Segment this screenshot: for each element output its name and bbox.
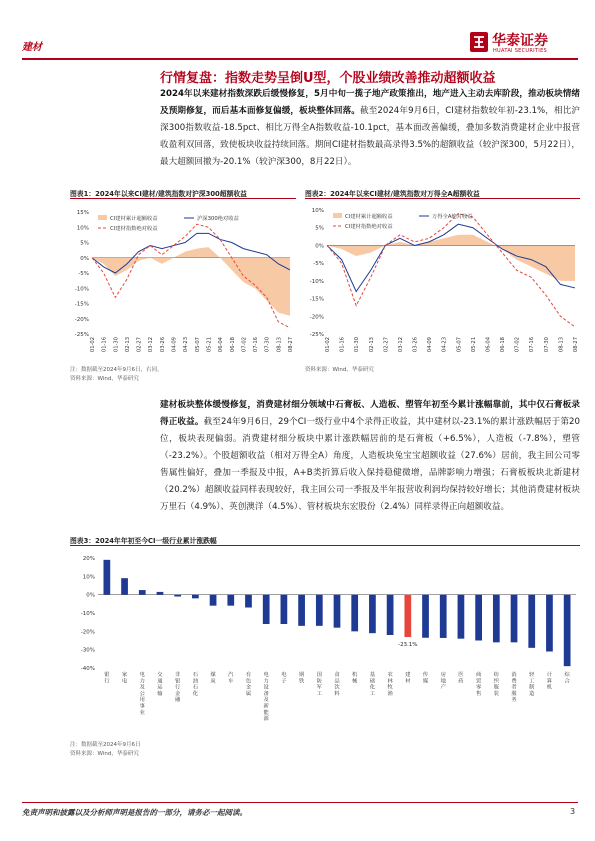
bar-11 (298, 595, 305, 626)
bar-15 (369, 595, 376, 634)
legend-label-excess: CI建材累计超额收益 (110, 216, 158, 222)
y-tick-label: 10% (82, 574, 95, 581)
legend-label-index: 沪深300绝对收益 (197, 216, 239, 222)
y-tick-label: 15% (76, 210, 89, 216)
fig1-chart (68, 202, 296, 362)
paragraph-1-body: 截至2024年9月6日，CI建材指数较年初-23.1%，相比沪深300指数收益-18.5pct、相比万得全A指数收益-10.1pct，基本面改善偏缓，叠加多数消费建材企业中报营收盈利双回落，致使板块收益持续回落。期间CI建材指数最高录得3.5%的超额收益（较沪深300，5月22日），最大超额回撤为-20.1%（较沪深300，8月22日）。 (160, 106, 580, 167)
fig2-chart (303, 202, 581, 362)
x-tick-label: 08-27 (288, 337, 294, 353)
x-tick-label: 01-16 (101, 337, 108, 353)
x-tick-label: 03-26 (412, 337, 419, 353)
x-tick-label: 05-07 (194, 337, 201, 353)
footer-divider (22, 802, 578, 803)
x-tick-label: 05-21 (470, 337, 477, 353)
category-label: 计算机 (546, 672, 553, 691)
fig1-title: 图表1：2024年以来CI建材/建筑指数对沪深300超额收益 (70, 190, 247, 198)
bar-0 (103, 560, 110, 595)
bar-24 (528, 595, 535, 648)
fig2-title: 图表2：2024年以来CI建材/建筑指数对万得全A超额收益 (305, 190, 480, 198)
x-tick-label: 05-21 (206, 337, 213, 353)
bar-5 (192, 595, 199, 599)
bar-10 (281, 595, 288, 624)
x-tick-label: 06-04 (218, 337, 225, 353)
x-tick-label: 08-13 (276, 337, 283, 353)
logo-text-cn: 华泰证券 (492, 33, 548, 49)
bar-16 (387, 595, 394, 635)
y-tick-label: 0% (315, 243, 324, 250)
legend-swatch-excess (333, 213, 342, 218)
huatai-logo-icon (470, 32, 488, 52)
fig2-title-rule (305, 198, 580, 199)
bar-22 (493, 595, 500, 643)
y-tick-label: -15% (74, 301, 89, 308)
x-tick-label: 07-30 (543, 337, 550, 353)
bar-8 (245, 595, 252, 608)
bar-9 (263, 595, 270, 624)
fig1-title-rule (70, 198, 296, 199)
y-tick-label: 10% (311, 208, 324, 214)
y-tick-label: 0% (86, 592, 95, 599)
category-label: 电子 (281, 672, 287, 685)
category-label: 有色金属 (245, 672, 252, 697)
bar-6 (210, 595, 217, 606)
category-label: 商贸零售 (475, 672, 482, 697)
x-tick-label: 04-09 (171, 337, 178, 353)
category-label: 轻工制造 (529, 672, 535, 697)
series-area-excess (92, 247, 290, 316)
x-tick-label: 06-18 (500, 337, 507, 353)
category-label: 综合 (564, 672, 570, 685)
category-label: 煤炭 (210, 672, 216, 685)
legend-swatch-excess (98, 215, 107, 220)
paragraph-2-lead: 建材板块整体缓慢修复，消费建材细分领域中石膏板、人造板、塑管年初至今累计涨幅靠前，其中仅石膏板录得正收益。 (160, 400, 580, 427)
fig3-source: 资料来源：Wind，华泰研究 (70, 751, 139, 757)
series-area-excess (327, 235, 575, 281)
bar-2 (139, 590, 146, 595)
bar-1 (121, 578, 128, 595)
x-tick-label: 02-27 (136, 337, 143, 353)
y-tick-label: -20% (309, 314, 324, 321)
x-tick-label: 03-26 (159, 337, 166, 353)
bar-20 (458, 595, 465, 639)
paragraph-1 (160, 86, 580, 171)
category-label: 国防军工 (316, 672, 322, 697)
y-tick-label: 0% (80, 255, 89, 262)
bar-12 (316, 595, 323, 626)
category-label: 医药 (458, 672, 464, 685)
y-tick-label: -15% (309, 296, 324, 303)
x-tick-label: 01-30 (354, 337, 361, 353)
y-tick-label: -5% (78, 271, 89, 277)
fig3-title: 图表3：2024年年初至今CI一级行业累计涨跌幅 (70, 537, 217, 545)
category-label: 房地产 (440, 672, 446, 691)
bar-26 (564, 595, 571, 667)
category-label: 建材 (405, 672, 411, 685)
y-tick-label: -20% (74, 316, 89, 323)
x-tick-label: 04-23 (441, 337, 448, 353)
bar-25 (546, 595, 553, 652)
y-tick-label: -20% (80, 629, 95, 636)
category-label: 传媒 (422, 672, 429, 685)
fig3-note: 注：数据截至2024年9月6日 (70, 742, 141, 748)
bar-23 (511, 595, 518, 643)
y-tick-label: 5% (315, 225, 324, 232)
huatai-logo (470, 30, 580, 56)
category-label: 基础化工 (369, 672, 376, 697)
logo-text-en: HUATAI SECURITIES (493, 48, 547, 54)
category-label: 电力及公用事业 (139, 672, 145, 716)
bar-7 (227, 595, 234, 606)
header-section-label: 建材 (22, 42, 42, 53)
category-label: 钢铁 (298, 672, 305, 685)
legend-label-excess: CI建材累计超额收益 (345, 214, 393, 220)
x-tick-label: 01-02 (90, 337, 96, 353)
legend-label-abs: CI建材指数绝对收益 (345, 224, 393, 230)
y-tick-label: -5% (313, 261, 324, 268)
x-tick-label: 02-13 (124, 337, 131, 353)
x-tick-label: 04-09 (427, 337, 434, 353)
y-tick-label: -10% (80, 611, 95, 617)
category-label: 农林牧渔 (387, 672, 393, 697)
paragraph-2 (160, 397, 580, 516)
y-tick-label: 10% (76, 225, 89, 232)
fig1-source: 资料来源：Wind，华泰研究 (70, 376, 139, 382)
x-tick-label: 07-02 (241, 337, 248, 353)
x-tick-label: 03-12 (397, 337, 404, 353)
section-title: 行情复盘：指数走势呈倒U型，个股业绩改善推动超额收益 (160, 71, 496, 86)
fig3-title-rule (70, 545, 580, 546)
bar-13 (334, 595, 341, 628)
category-label: 家电 (121, 672, 128, 685)
highlight-data-label: -23.1% (398, 642, 418, 649)
fig2-source: 资料来源：Wind，华泰研究 (305, 367, 374, 373)
category-label: 消费者服务 (511, 672, 517, 704)
y-tick-label: -10% (74, 286, 89, 293)
x-tick-label: 01-16 (339, 337, 346, 353)
x-tick-label: 02-27 (383, 337, 390, 353)
legend-label-abs: CI建材指数绝对收益 (110, 226, 158, 232)
x-tick-label: 04-23 (183, 337, 190, 353)
x-tick-label: 05-07 (456, 337, 463, 353)
bar-4 (174, 595, 181, 597)
x-tick-label: 06-04 (485, 337, 492, 353)
fig3-chart (68, 550, 580, 738)
x-tick-label: 01-02 (325, 337, 331, 353)
category-label: 银行 (104, 672, 110, 685)
bar-14 (351, 595, 358, 632)
bar-18 (422, 595, 429, 638)
fig1-note: 注：数据截至2024年9月6日，右同。 (70, 367, 163, 373)
x-tick-label: 07-16 (253, 337, 260, 353)
paragraph-1-lead: 2024年以来建材指数深跌后缓慢修复，5月中旬一揽子地产政策推出，地产进入主动去库阶段，推动板块情绪及预期修复，而后基本面修复偏缓，板块整体回落。 (160, 89, 580, 116)
x-tick-label: 06-18 (229, 337, 236, 353)
category-label: 食品饮料 (334, 672, 340, 697)
category-label: 交通运输 (157, 672, 163, 697)
category-label: 电力设备及新能源 (263, 672, 269, 723)
series-line-2 (327, 214, 575, 327)
header-divider (22, 58, 578, 60)
category-label: 机械 (352, 672, 358, 685)
bar-19 (440, 595, 447, 638)
category-label: 纺织服装 (493, 672, 499, 697)
footer-disclaimer: 免责声明和披露以及分析师声明是报告的一部分，请务必一起阅读。 (22, 808, 247, 817)
bar-21 (475, 595, 482, 641)
y-tick-label: -40% (80, 666, 95, 672)
bar-17 (404, 595, 411, 637)
legend-label-index: 万得全A绝对收益 (432, 214, 473, 220)
y-tick-label: -25% (309, 332, 324, 338)
x-tick-label: 02-13 (368, 337, 375, 353)
y-tick-label: -30% (80, 647, 95, 654)
y-tick-label: -10% (309, 278, 324, 285)
category-label: 非银行金融 (175, 672, 181, 704)
x-tick-label: 01-30 (113, 337, 120, 353)
y-tick-label: -25% (74, 332, 89, 338)
x-tick-label: 08-13 (558, 337, 565, 353)
category-label: 汽车 (228, 672, 234, 685)
x-tick-label: 08-27 (573, 337, 579, 353)
category-label: 石油石化 (192, 672, 199, 697)
page-number: 3 (570, 807, 576, 816)
x-tick-label: 03-12 (148, 337, 155, 353)
y-tick-label: 20% (82, 556, 95, 562)
x-tick-label: 07-02 (514, 337, 521, 353)
x-tick-label: 07-16 (529, 337, 536, 353)
bar-3 (157, 592, 164, 595)
paragraph-2-body: 截至24年9月6日，29个CI一级行业中4个录得正收益，其中建材以-23.1%的累计涨跌幅居于第20位，板块表现偏弱。消费建材细分板块中累计涨跌幅居前的是石膏板（+6.5%），人造板（-7.8%），塑管（-23.2%）。个股超额收益（相对万得全A）角度，人造板块兔宝宝超额收益（27.6%）居前，我主回公司零售属性偏好，叠加一季报及中报，A+B类折算后收入保持稳健微增，品牌影响力增强；石膏板板块北新建材（20.2%）超额收益同样表现较好，我主回公司一季报及半年报营收利润均保持较好增长；其他消费建材板块万里石（4.9%）、英创澳洋（4.5%）、管材板块东宏股份（2.4%）同样录得正向超额收益。 (160, 417, 580, 512)
y-tick-label: 5% (80, 240, 89, 247)
x-tick-label: 07-30 (264, 337, 271, 353)
